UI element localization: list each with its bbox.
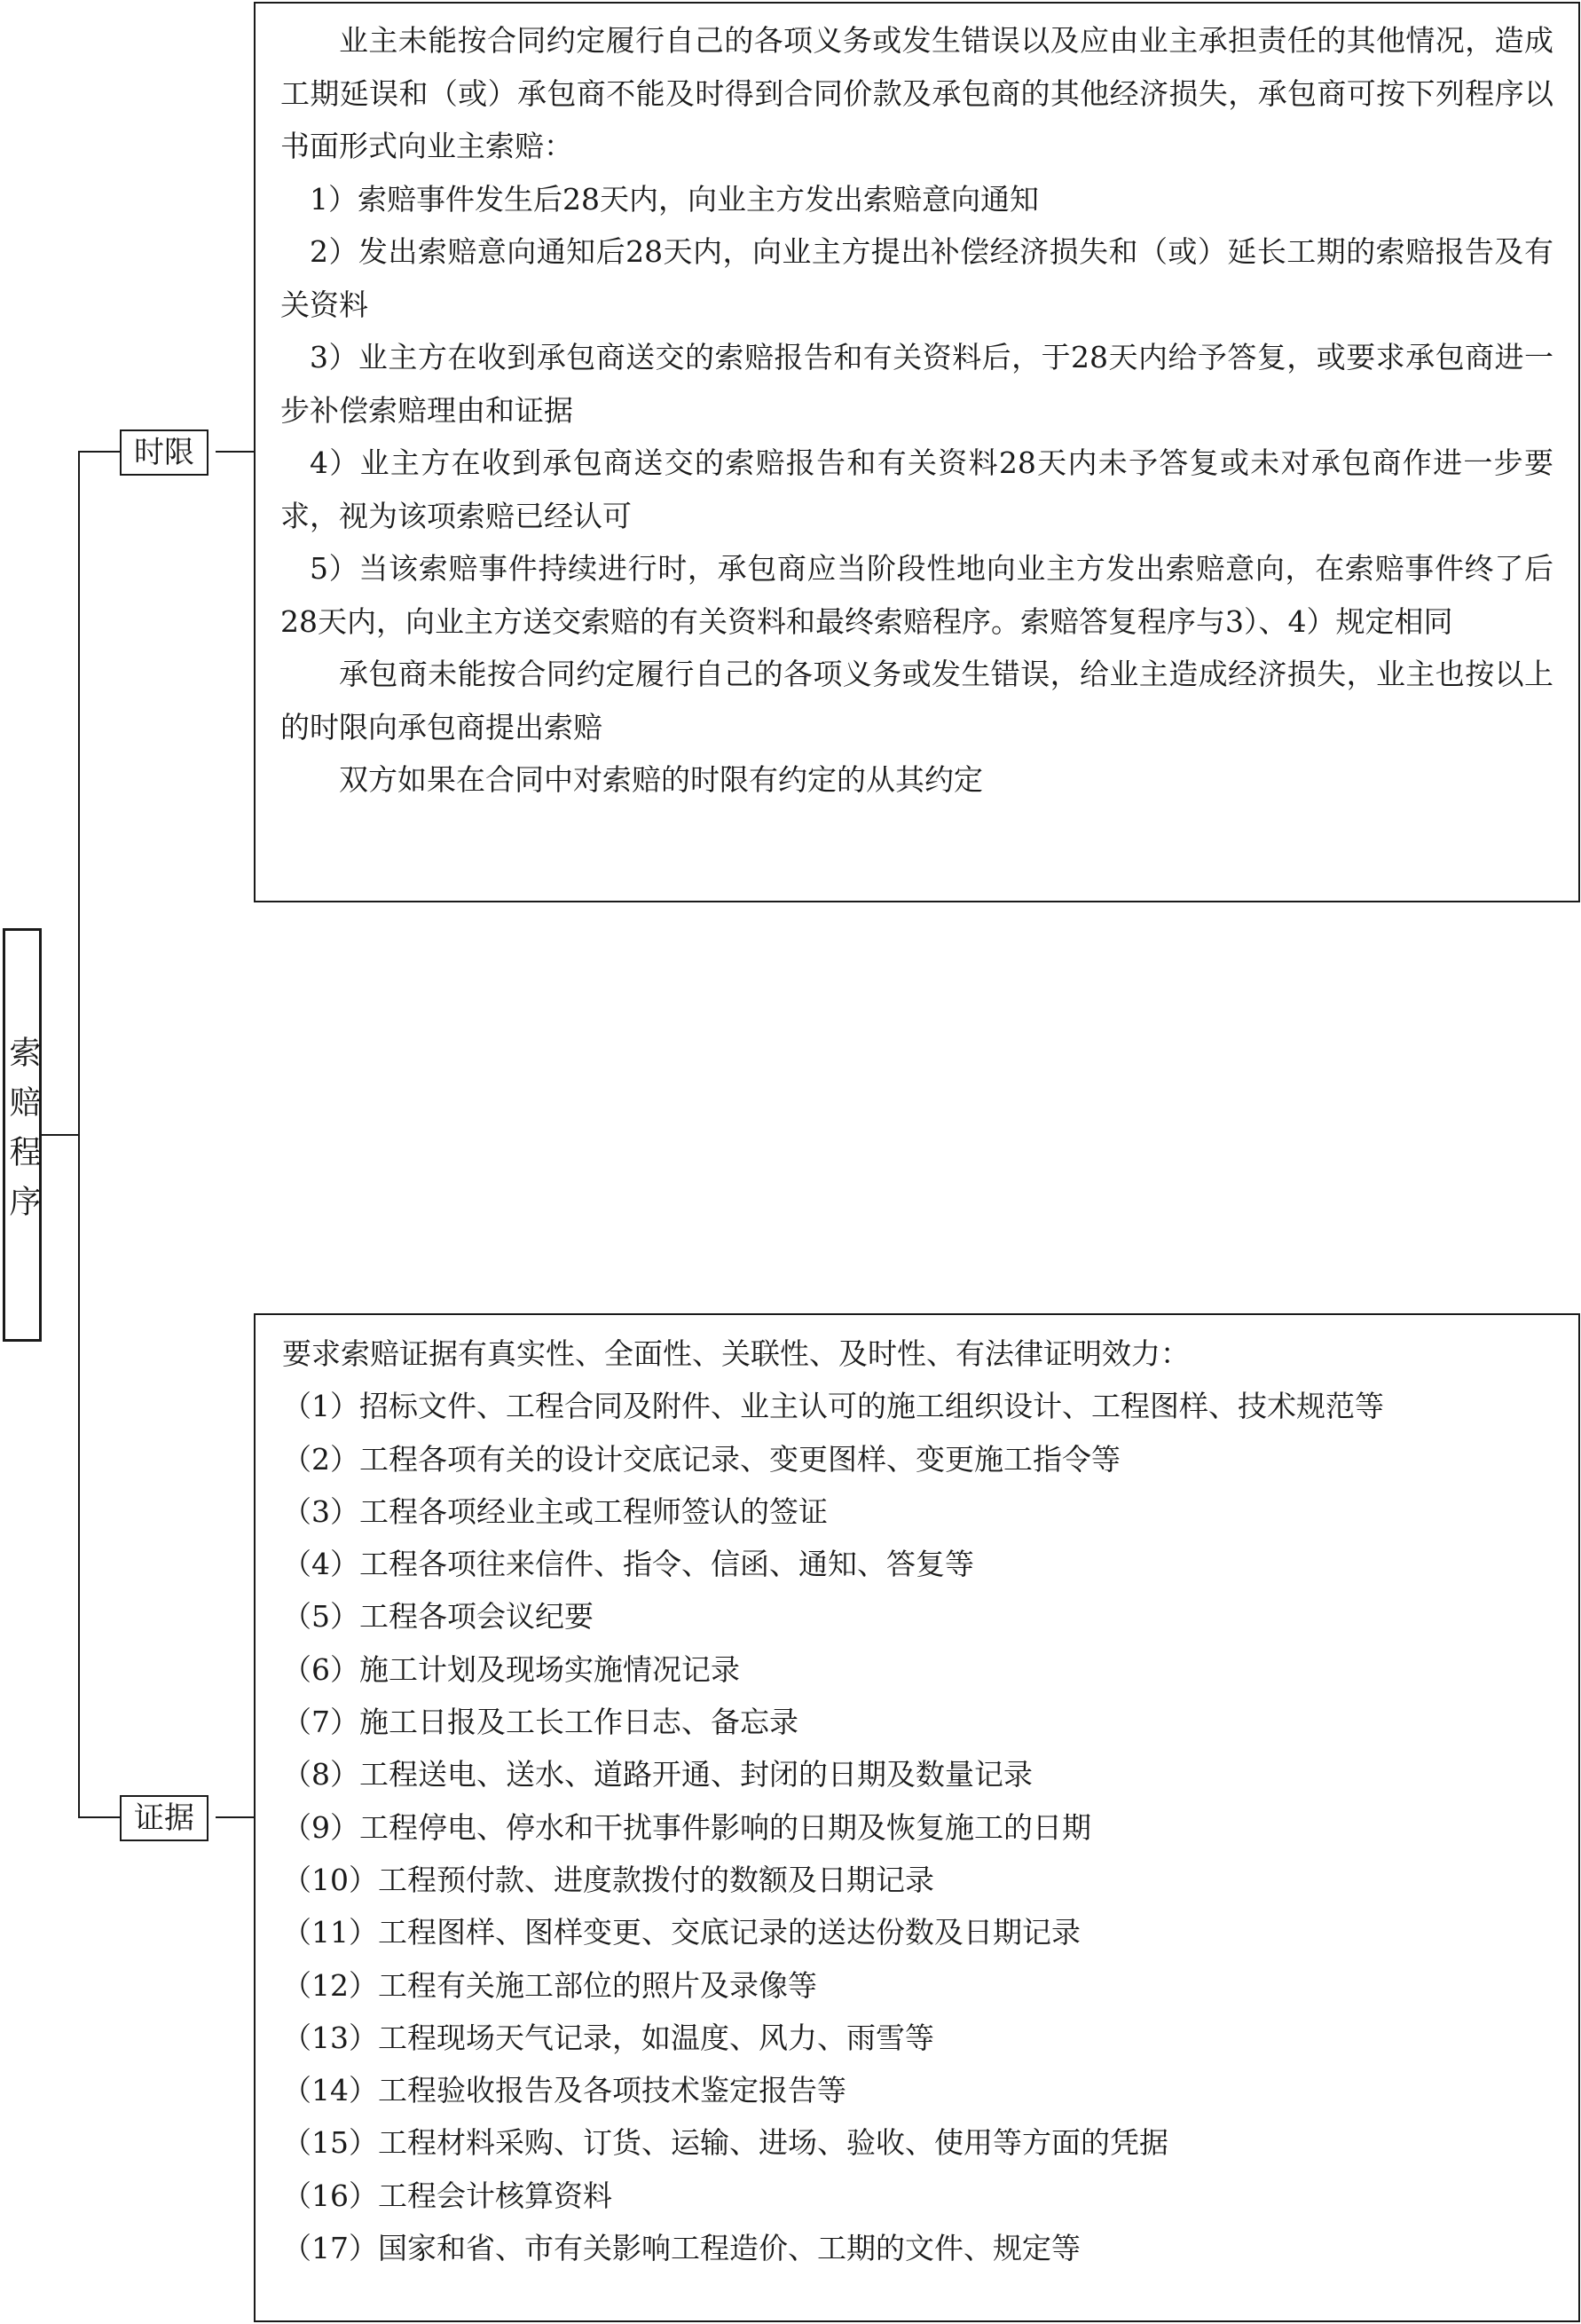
evidence-item: （14）工程验收报告及各项技术鉴定报告等 <box>282 2073 846 2108</box>
evidence-item: （3）工程各项经业主或工程师签认的签证 <box>282 1493 828 1529</box>
evidence-item: （8）工程送电、送水、道路开通、封闭的日期及数量记录 <box>282 1757 1033 1792</box>
evidence-item: （4）工程各项往来信件、指令、信函、通知、答复等 <box>282 1547 974 1582</box>
time-limit-intro: 业主未能按合同约定履行自己的各项义务或发生错误以及应由业主承担责任的其他情况，造成工期延误和（或）承包商不能及时得到合同价款及承包商的其他经济损失，承包商可按下列程序以书面形式向业主索赔： <box>280 23 1553 163</box>
evidence-item: （17）国家和省、市有关影响工程造价、工期的文件、规定等 <box>282 2231 1081 2266</box>
evidence-item: （16）工程会计核算资料 <box>282 2178 612 2213</box>
root-label: 索赔程序 <box>4 1036 41 1234</box>
time-limit-step: 3）业主方在收到承包商送交的索赔报告和有关资料后，于28天内给予答复，或要求承包商进一步补偿索赔理由和证据 <box>280 340 1553 428</box>
time-limit-note: 双方如果在合同中对索赔的时限有约定的从其约定 <box>339 762 983 797</box>
evidence-item: （11）工程图样、图样变更、交底记录的送达份数及日期记录 <box>282 1915 1081 1950</box>
root-node <box>3 928 42 1342</box>
evidence-content-box <box>254 1313 1580 2322</box>
branch-1-to-box-connector <box>216 451 255 453</box>
evidence-item: （7）施工日报及工长工作日志、备忘录 <box>282 1705 798 1740</box>
branch-2-to-box-connector <box>216 1816 255 1818</box>
evidence-item: （12）工程有关施工部位的照片及录像等 <box>282 1967 817 2003</box>
evidence-intro: 要求索赔证据有真实性、全面性、关联性、及时性、有法律证明效力： <box>282 1336 1190 1371</box>
branch-1-connector <box>78 451 121 453</box>
evidence-item: （1）招标文件、工程合同及附件、业主认可的施工组织设计、工程图样、技术规范等 <box>282 1389 1384 1424</box>
evidence-item: （5）工程各项会议纪要 <box>282 1599 594 1635</box>
time-limit-note: 承包商未能按合同约定履行自己的各项义务或发生错误，给业主造成经济损失，业主也按以上的时限向承包商提出索赔 <box>280 657 1553 744</box>
branch-label-evidence: 证据 <box>120 1795 208 1841</box>
time-limit-step: 2）发出索赔意向通知后28天内，向业主方提出补偿经济损失和（或）延长工期的索赔报告及有关资料 <box>280 234 1553 322</box>
evidence-item: （2）工程各项有关的设计交底记录、变更图样、变更施工指令等 <box>282 1441 1121 1477</box>
branch-2-connector <box>78 1816 121 1818</box>
evidence-item: （10）工程预付款、进度款拨付的数额及日期记录 <box>282 1862 934 1897</box>
time-limit-step: 4）业主方在收到承包商送交的索赔报告和有关资料28天内未予答复或未对承包商作进一步要求，视为该项索赔已经认可 <box>280 445 1553 533</box>
time-limit-content-box <box>254 2 1580 902</box>
evidence-item: （15）工程材料采购、订货、运输、进场、验收、使用等方面的凭据 <box>282 2125 1168 2161</box>
trunk-line <box>78 451 80 1817</box>
root-connector <box>42 1134 79 1136</box>
time-limit-step: 1）索赔事件发生后28天内，向业主方发出索赔意向通知 <box>310 181 1039 217</box>
time-limit-step: 5）当该索赔事件持续进行时，承包商应当阶段性地向业主方发出索赔意向，在索赔事件终了后28天内，向业主方送交索赔的有关资料和最终索赔程序。索赔答复程序与3）、4）规定相同 <box>280 551 1553 639</box>
evidence-item: （6）施工计划及现场实施情况记录 <box>282 1651 740 1687</box>
branch-label-time-limit: 时限 <box>120 429 208 476</box>
evidence-item: （9）工程停电、停水和干扰事件影响的日期及恢复施工的日期 <box>282 1809 1091 1845</box>
evidence-item: （13）工程现场天气记录，如温度、风力、雨雪等 <box>282 2020 934 2055</box>
